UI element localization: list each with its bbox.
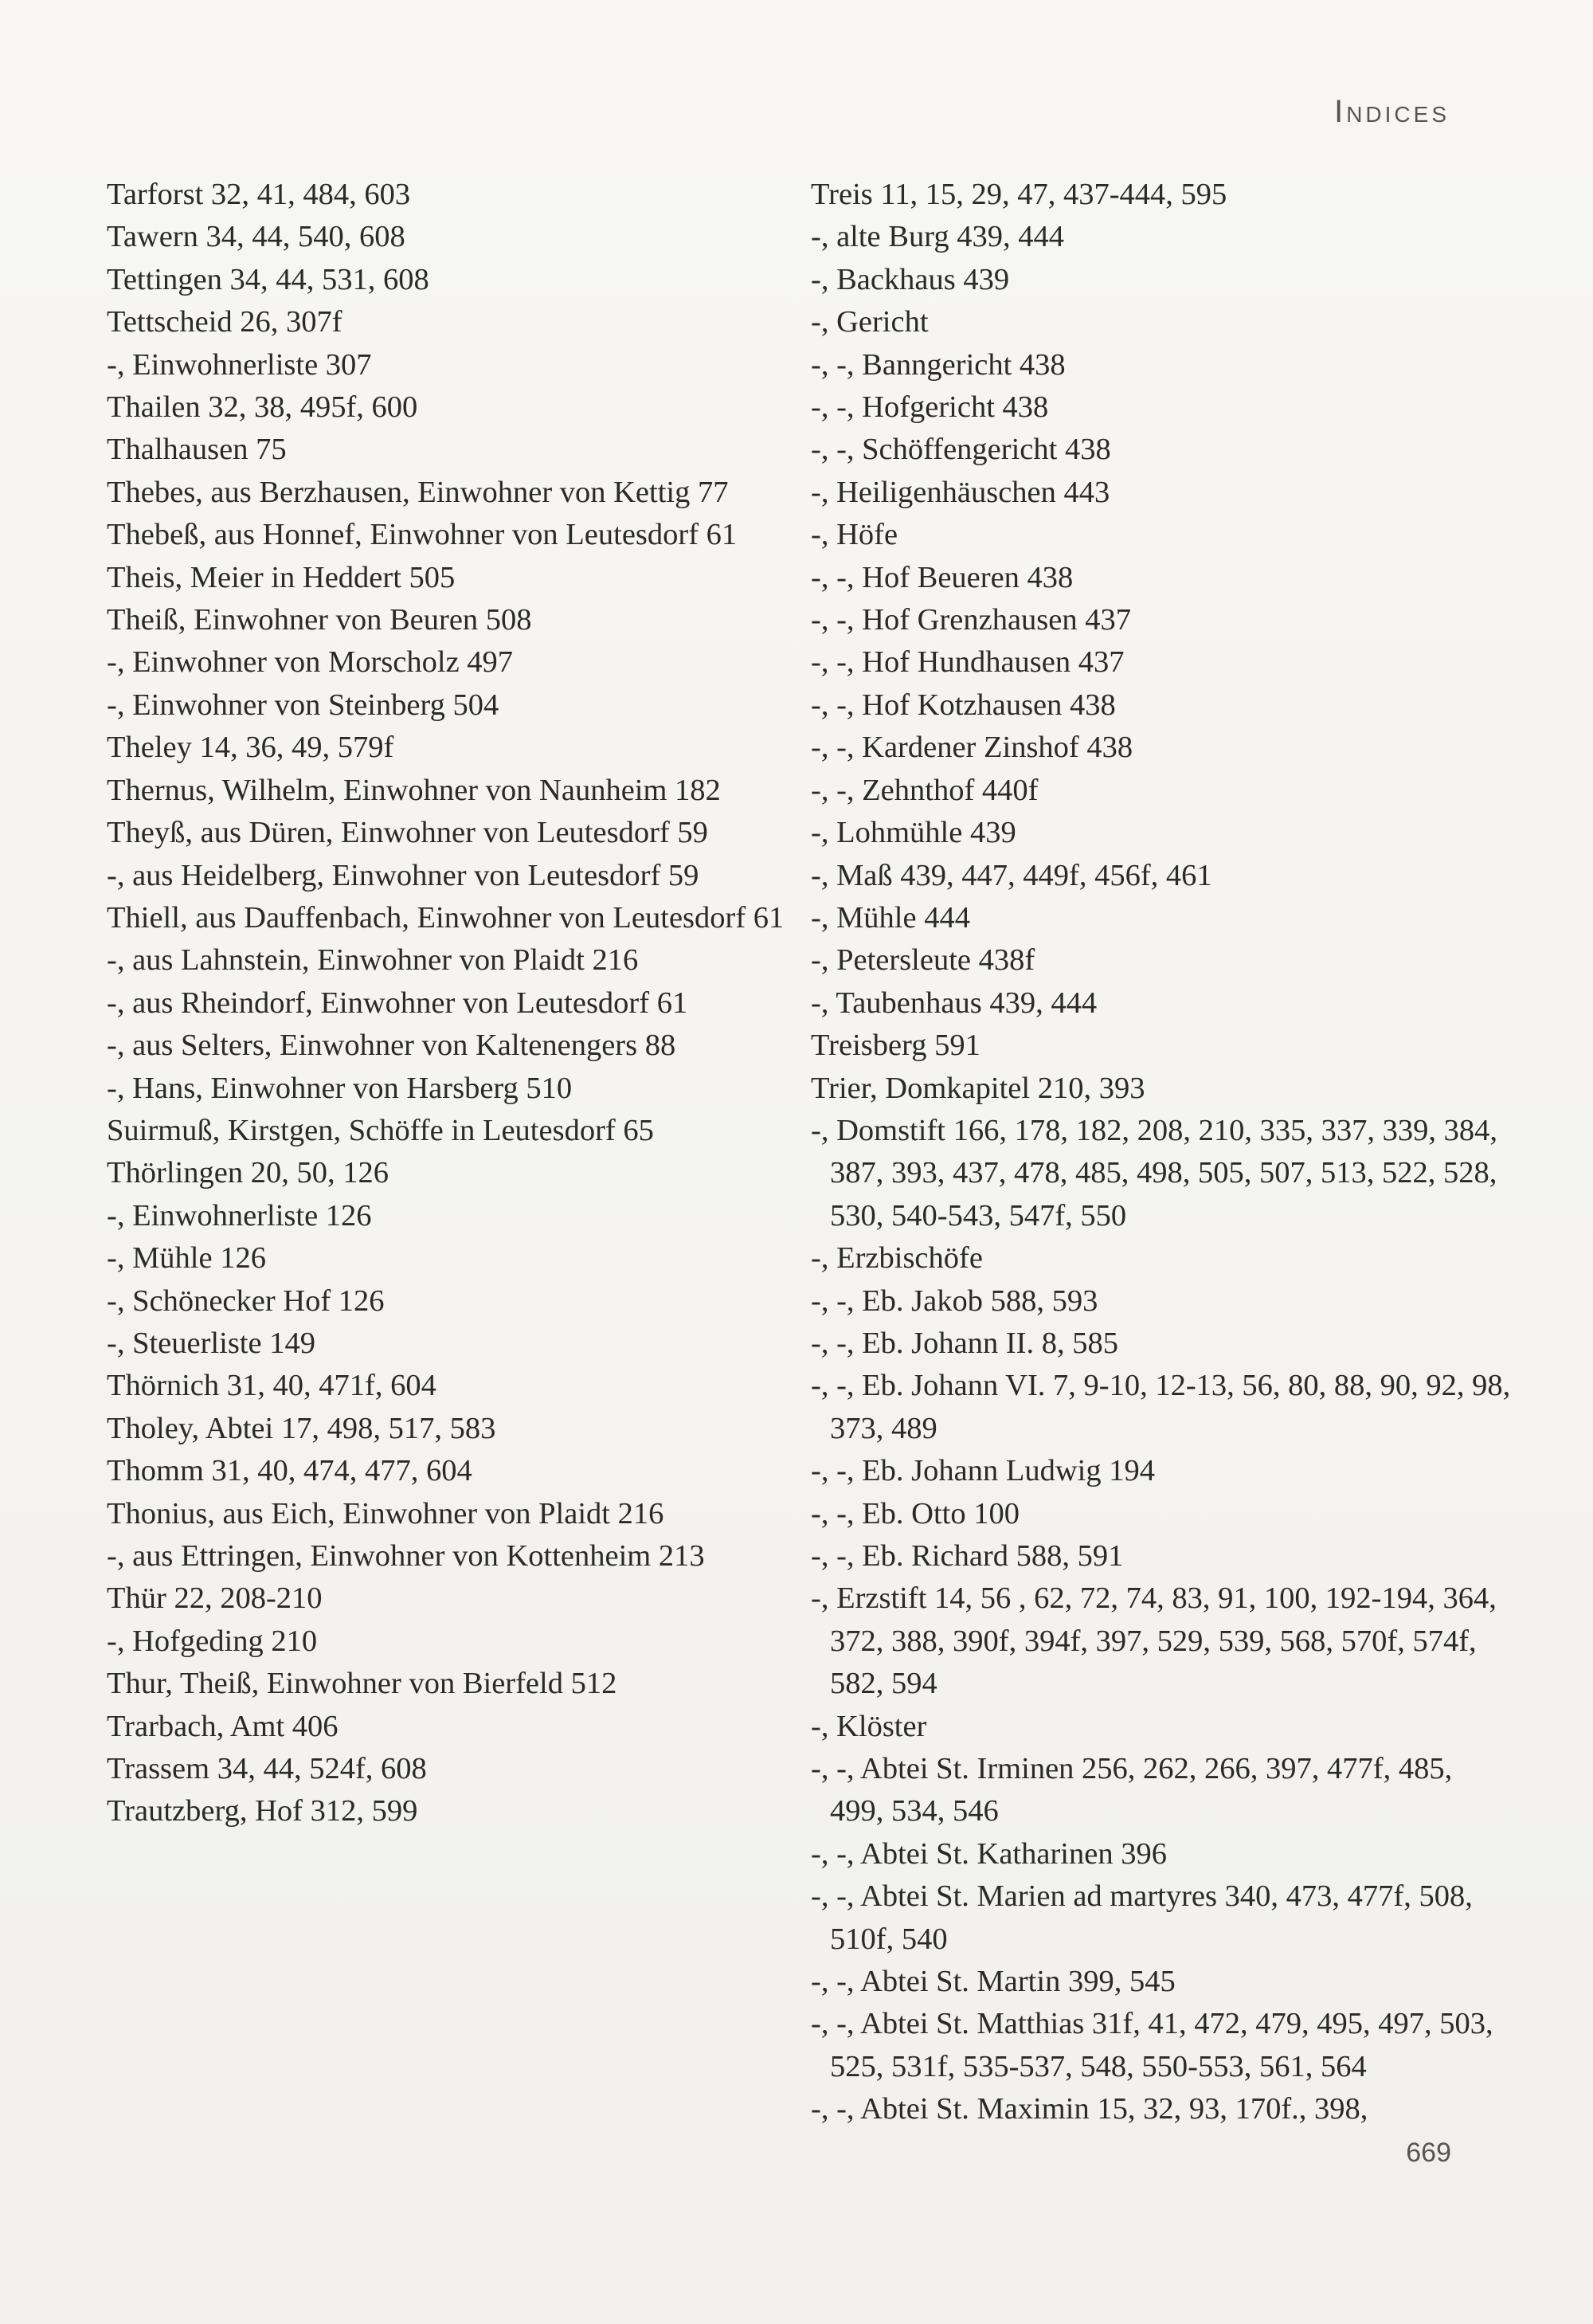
index-entry: Thebes, aus Berzhausen, Einwohner von Kettig 77	[107, 475, 729, 509]
index-column-left	[107, 174, 792, 1833]
index-entry: Tawern 34, 44, 540, 608	[107, 220, 405, 254]
index-entry: -, Klöster	[811, 1709, 927, 1743]
index-entry: Thiell, aus Dauffenbach, Einwohner von Leutesdorf 61	[107, 900, 785, 935]
index-entry: -, -, Abtei St. Martin 399, 545	[811, 1965, 1176, 1999]
index-entry: -, -, Eb. Jakob 588, 593	[811, 1283, 1098, 1318]
index-entry: Trassem 34, 44, 524f, 608	[107, 1752, 427, 1786]
index-entry: -, Backhaus 439	[811, 262, 1010, 296]
index-entry: -, -, Hofgericht 438	[811, 390, 1049, 425]
index-entry: -, -, Eb. Johann II. 8, 585	[811, 1326, 1118, 1360]
index-entry: Tettingen 34, 44, 531, 608	[107, 262, 429, 296]
index-entry: Thür 22, 208-210	[107, 1581, 323, 1616]
index-entry: -, Mühle 444	[811, 900, 970, 935]
index-entry: -, Gericht	[811, 305, 929, 339]
index-entry: Tholey, Abtei 17, 498, 517, 583	[107, 1411, 496, 1445]
index-entry: -, -, Banngericht 438	[811, 347, 1066, 382]
index-entry: -, -, Hof Kotzhausen 438	[811, 688, 1116, 722]
index-entry: -, -, Abtei St. Katharinen 396	[811, 1836, 1167, 1871]
index-entry: Theis, Meier in Heddert 505	[107, 560, 456, 594]
index-entry: -, -, Kardener Zinshof 438	[811, 731, 1133, 765]
index-entry: -, -, Abtei St. Irminen 256, 262, 266, 397, 477f, 485, 499, 534, 546	[811, 1752, 1453, 1828]
index-entry: -, -, Zehnthof 440f	[811, 773, 1039, 807]
index-entry: -, aus Selters, Einwohner von Kaltenengers 88	[107, 1029, 676, 1063]
index-entry: -, -, Abtei St. Matthias 31f, 41, 472, 479, 495, 497, 503, 525, 531f, 535-537, 548, 550-553, 561, 564	[811, 2007, 1493, 2083]
running-header: Indices	[1334, 94, 1450, 129]
index-column-right	[811, 174, 1512, 2131]
index-entry: Tarforst 32, 41, 484, 603	[107, 178, 411, 211]
index-entry: Thörnich 31, 40, 471f, 604	[107, 1369, 436, 1403]
index-entry: Thörlingen 20, 50, 126	[107, 1156, 389, 1190]
index-entry: Treisberg 591	[811, 1029, 980, 1063]
index-entry: -, -, Hof Beueren 438	[811, 560, 1074, 594]
index-entry: -, Hans, Einwohner von Harsberg 510	[107, 1071, 573, 1105]
index-entry: -, -, Eb. Richard 588, 591	[811, 1539, 1124, 1573]
index-entry: -, -, Hof Hundhausen 437	[811, 645, 1125, 680]
index-entry: Theiß, Einwohner von Beuren 508	[107, 603, 532, 637]
index-entry: Suirmuß, Kirstgen, Schöffe in Leutesdorf 65	[107, 1113, 654, 1147]
index-entry: -, Erzbischöfe	[811, 1241, 983, 1276]
index-entry: Thur, Theiß, Einwohner von Bierfeld 512	[107, 1667, 617, 1701]
index-entry: -, -, Abtei St. Marien ad martyres 340, 473, 477f, 508, 510f, 540	[811, 1879, 1473, 1956]
index-entry: -, Schönecker Hof 126	[107, 1283, 385, 1318]
index-entry: -, -, Eb. Otto 100	[811, 1496, 1020, 1530]
index-entry: Thomm 31, 40, 474, 477, 604	[107, 1454, 472, 1488]
index-entry: Thebeß, aus Honnef, Einwohner von Leutesdorf 61	[107, 518, 738, 552]
index-entry: Thalhausen 75	[107, 433, 287, 467]
index-entry: Tettscheid 26, 307f	[107, 305, 342, 339]
index-entry: -, Einwohnerliste 307	[107, 347, 372, 382]
index-entry: Trautzberg, Hof 312, 599	[107, 1794, 418, 1828]
index-entry: Trarbach, Amt 406	[107, 1709, 339, 1743]
index-entry: Theyß, aus Düren, Einwohner von Leutesdorf 59	[107, 816, 708, 850]
index-entry: -, Hofgeding 210	[107, 1624, 318, 1658]
index-entry: -, Einwohner von Steinberg 504	[107, 688, 499, 722]
index-entry: -, aus Heidelberg, Einwohner von Leutesdorf 59	[107, 858, 699, 892]
page-number: 669	[1406, 2138, 1451, 2168]
index-entry: -, Einwohnerliste 126	[107, 1198, 372, 1233]
index-entry: -, Mühle 126	[107, 1241, 266, 1276]
index-entry: Thonius, aus Eich, Einwohner von Plaidt 216	[107, 1496, 664, 1530]
index-entry: Trier, Domkapitel 210, 393	[811, 1071, 1145, 1105]
index-entry: Treis 11, 15, 29, 47, 437-444, 595	[811, 178, 1227, 211]
index-entry: -, -, Eb. Johann VI. 7, 9-10, 12-13, 56, 80, 88, 90, 92, 98, 373, 489	[811, 1369, 1511, 1445]
index-entry: -, Steuerliste 149	[107, 1326, 315, 1360]
index-entry: -, Einwohner von Morscholz 497	[107, 645, 514, 680]
index-entry: -, aus Lahnstein, Einwohner von Plaidt 216	[107, 943, 639, 978]
index-entry: -, -, Hof Grenzhausen 437	[811, 603, 1131, 637]
index-entry: -, Erzstift 14, 56 , 62, 72, 74, 83, 91, 100, 192-194, 364, 372, 388, 390f, 394f, 397, 529, 539, 568, 570f, 574f, 582, 594	[811, 1581, 1497, 1701]
index-entry: -, Taubenhaus 439, 444	[811, 986, 1098, 1020]
index-entry: Thernus, Wilhelm, Einwohner von Naunheim 182	[107, 773, 721, 807]
index-entry: -, -, Eb. Johann Ludwig 194	[811, 1454, 1155, 1488]
index-entry: -, aus Rheindorf, Einwohner von Leutesdorf 61	[107, 986, 688, 1020]
index-entry: -, Petersleute 438f	[811, 943, 1035, 978]
index-entry: -, Höfe	[811, 518, 898, 552]
index-entry: -, alte Burg 439, 444	[811, 220, 1064, 254]
index-entry: -, Domstift 166, 178, 182, 208, 210, 335, 337, 339, 384, 387, 393, 437, 478, 485, 498, 505, 507, 513, 522, 528, 530, 540-543, 547f, 550	[811, 1113, 1497, 1233]
index-entry: Theley 14, 36, 49, 579f	[107, 731, 394, 765]
index-entry: -, -, Abtei St. Maximin 15, 32, 93, 170f., 398,	[811, 2092, 1368, 2126]
index-entry: -, Maß 439, 447, 449f, 456f, 461	[811, 858, 1212, 892]
index-entry: -, Heiligenhäuschen 443	[811, 475, 1110, 509]
index-entry: -, Lohmühle 439	[811, 816, 1016, 850]
index-entry: -, -, Schöffengericht 438	[811, 433, 1111, 467]
index-entry: Thailen 32, 38, 495f, 600	[107, 390, 418, 425]
index-entry: -, aus Ettringen, Einwohner von Kottenheim 213	[107, 1539, 705, 1573]
